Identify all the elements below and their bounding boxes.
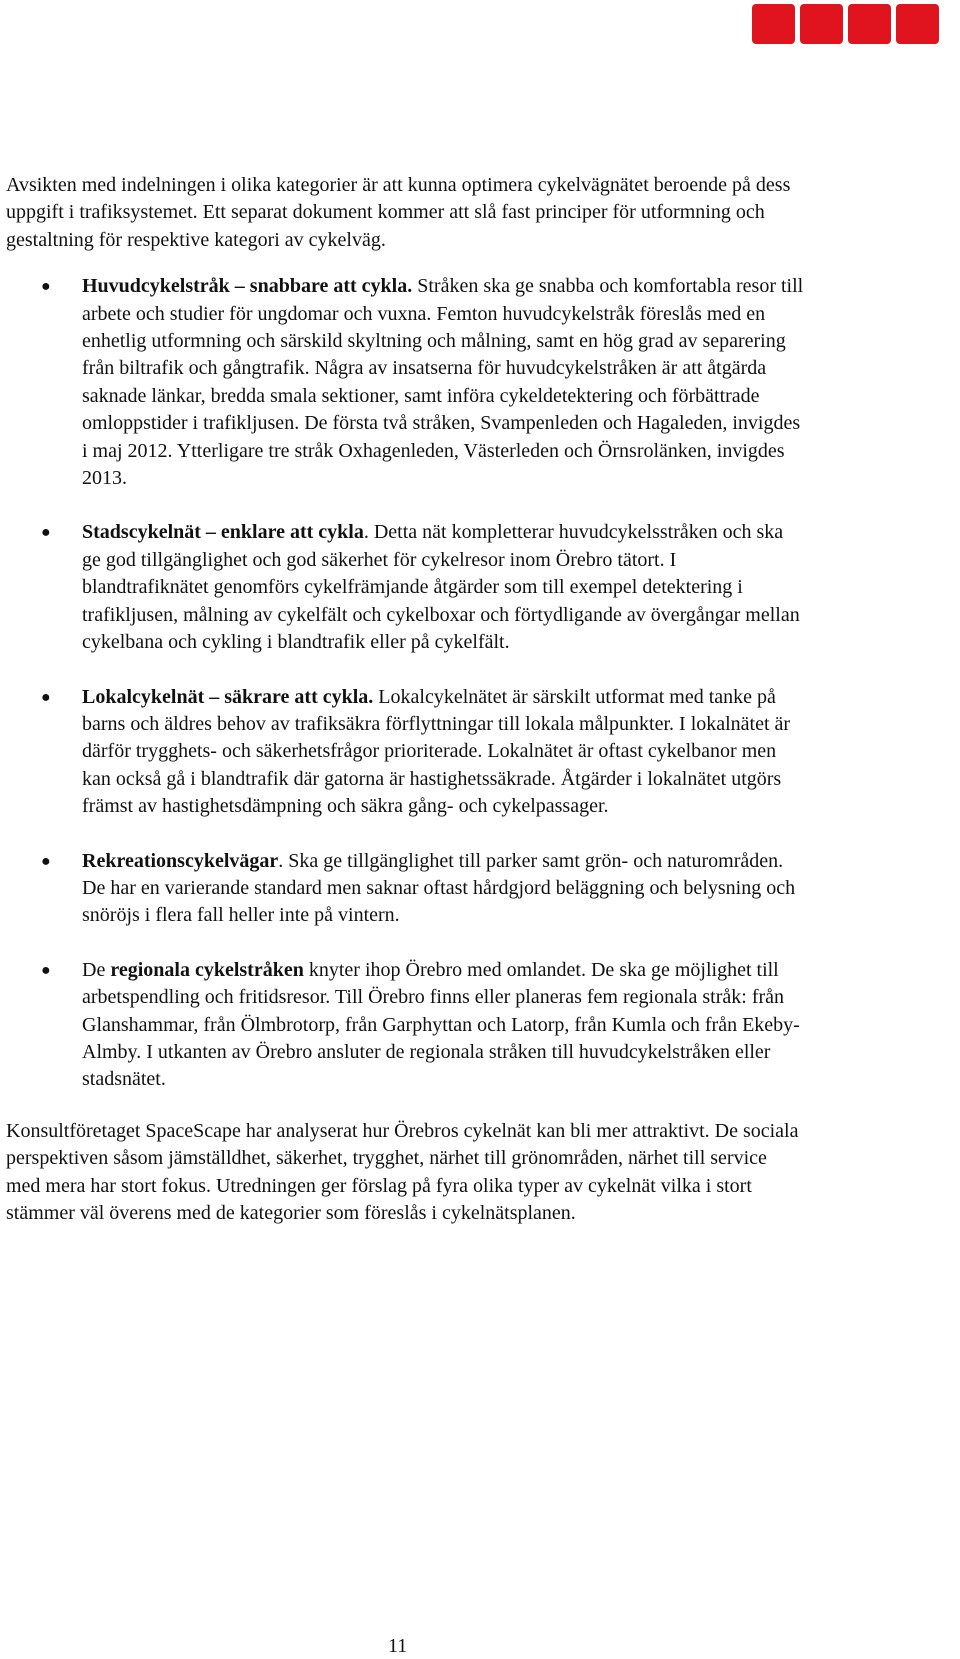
logo-block bbox=[896, 4, 939, 44]
page-number: 11 bbox=[388, 1635, 408, 1657]
closing-paragraph: Konsultföretaget SpaceScape har analyserat hur Örebros cykelnät kan bli mer attraktivt. De sociala perspektiven såsom jämställdhet, säkerhet, trygghet, närhet till grönområden, närhet till service med mera har stort fokus. Utredningen ger förslag på fyra olika typer av cykelnät vilka i stort stämmer väl överens med de kategorier som föreslås i cykelnätsplanen. bbox=[6, 1119, 799, 1224]
bullet-icon: ● bbox=[41, 852, 51, 870]
bullet-icon: ● bbox=[41, 961, 51, 979]
bullet-icon: ● bbox=[41, 278, 51, 296]
category-list bbox=[6, 273, 806, 1094]
item-heading: Lokalcykelnät – säkrare att cykla. bbox=[82, 685, 374, 708]
bullet-icon: ● bbox=[41, 688, 51, 706]
bullet-icon: ● bbox=[41, 524, 51, 542]
logo-block bbox=[800, 4, 843, 44]
item-text: Stråken ska ge snabba och komfortabla resor till arbete och studier för ungdomar och vuxna. Femton huvudcykelstråk föreslås med en enhetlig utformning och särskild skyltning och målning, samt en hög grad av separering från biltrafik och gångtrafik. Några av insatserna för huvudcykelstråken är att åtgärda saknade länkar, bredda smala sektioner, samt införa cykeldetektering och förbättrade omloppstider i trafikljusen. De första två stråken, Svampenleden och Hagaleden, invigdes i maj 2012. Ytterligare tre stråk Oxhagenleden, Västerleden och Örnsrolänken, invigdes 2013. bbox=[82, 275, 804, 490]
item-text: Lokalcykelnätet är särskilt utformat med tanke på barns och äldres behov av trafiksäkra förflyttningar till lokala målpunkter. I lokalnätet är därför trygghets- och säkerhetsfrågor prioriterade. Lokalnätet är oftast cykelbanor men kan också gå i blandtrafik där gatorna är hastighetssäkrade. Åtgärder i lokalnätet utgörs främst av hastighetsdämpning och säkra gång- och cykelpassager. bbox=[82, 685, 791, 818]
document-body bbox=[6, 172, 806, 1227]
list-item-regionala-cykelstraken bbox=[6, 957, 806, 1094]
logo-block bbox=[752, 4, 795, 44]
item-text: . Ska ge tillgänglighet till parker samt grön- och naturområden. De har en varierande standard men saknar oftast hårdgjord beläggning och belysning och snöröjs i flera fall heller inte på vintern. bbox=[82, 849, 796, 927]
logo-block bbox=[848, 4, 891, 44]
item-text: . Detta nät kompletterar huvudcykelsstråken och ska ge god tillgänglighet och god säkerhet för cykelresor inom Örebro tätort. I blandtrafiknätet genomförs cykelfrämjande åtgärder som till exempel detektering i trafikljusen, målning av cykelfält och cykelboxar och förtydligande av övergångar mellan cykelbana och cykling i blandtrafik eller på cykelfält. bbox=[82, 521, 800, 654]
item-lead: De bbox=[82, 958, 111, 981]
item-heading: Huvudcykelstråk – snabbare att cykla. bbox=[82, 275, 413, 298]
item-heading: Stadscykelnät – enklare att cykla bbox=[82, 521, 364, 544]
list-item-lokalcykelnat bbox=[6, 684, 806, 821]
list-item-stadscykelnat bbox=[6, 519, 806, 656]
item-heading: Rekreationscykelvägar bbox=[82, 849, 279, 872]
item-text: knyter ihop Örebro med omlandet. De ska ge möjlighet till arbetspendling och fritidsresor. Till Örebro finns eller planeras fem regionala stråk: från Glanshammar, från Ölmbrotorp, från Garphyttan och Latorp, från Kumla och från Ekeby-Almby. I utkanten av Örebro ansluter de regionala stråken till huvudcykelstråken eller stadsnätet. bbox=[82, 958, 800, 1091]
logo bbox=[752, 4, 939, 44]
intro-paragraph: Avsikten med indelningen i olika kategorier är att kunna optimera cykelvägnätet beroende på dess uppgift i trafiksystemet. Ett separat dokument kommer att slå fast principer för utformning och gestaltning för respektive kategori av cykelväg. bbox=[6, 174, 791, 251]
list-item-huvudcykelstrak bbox=[6, 273, 806, 492]
list-item-rekreationscykelvagar bbox=[6, 848, 806, 930]
item-heading: regionala cykelstråken bbox=[110, 958, 304, 981]
